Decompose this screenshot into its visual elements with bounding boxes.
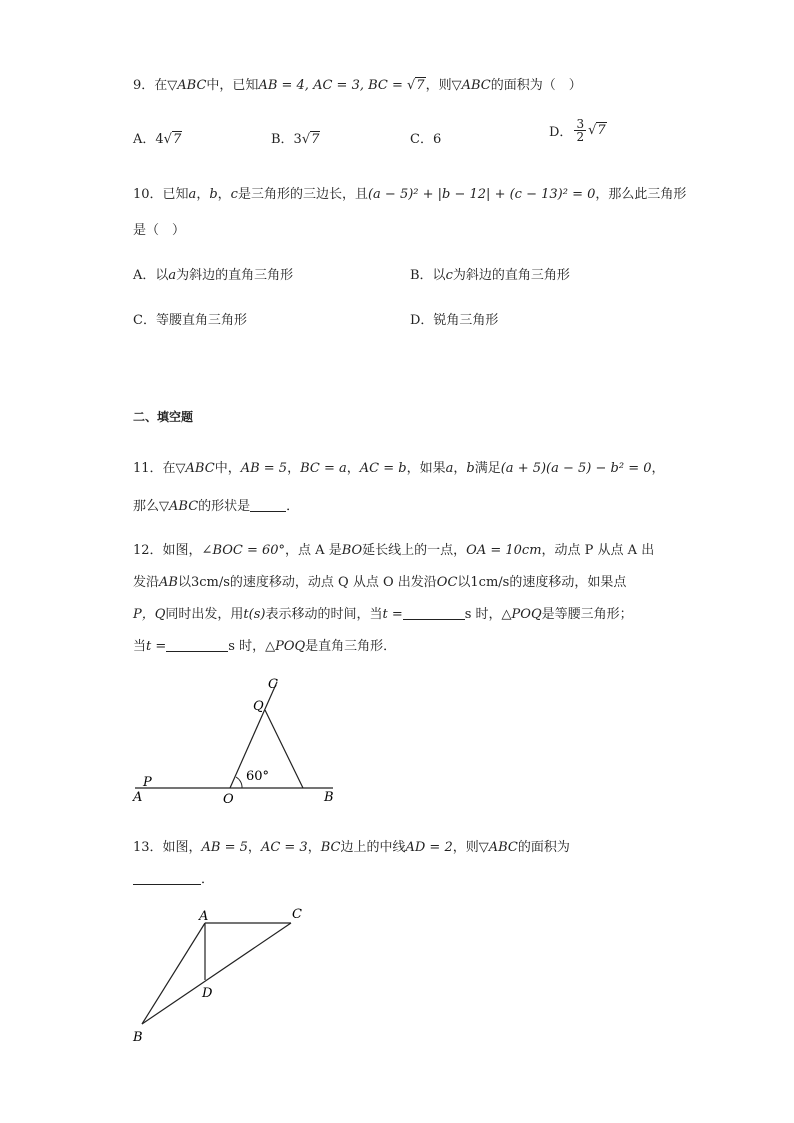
q9-conditions: AB = 4, AC = 3, BC = <box>258 78 407 93</box>
label-b: B <box>324 790 334 805</box>
answer-blank[interactable] <box>250 498 286 512</box>
angle-arc <box>236 777 242 788</box>
q11-equation: (a + 5)(a − 5) − b² = 0 <box>500 461 652 476</box>
q9-triangle: ▽ABC <box>167 78 207 93</box>
q10-option-c[interactable]: C．等腰直角三角形 <box>133 313 247 328</box>
q12-stem-line2: 发沿AB以3cm/s的速度移动，动点 Q 从点 O 出发沿OC以1cm/s的速度移动，如果点 <box>133 575 627 590</box>
section-title: 二、填空题 <box>133 410 194 424</box>
q12-stem-line4: 当t = s 时，△POQ是直角三角形． <box>133 639 397 654</box>
q9-option-d[interactable]: D． $\frac{3}{2}$ √7 <box>549 117 606 144</box>
q12-stem-line1: 12．如图，∠BOC = 60°，点 A 是BO延长线上的一点，OA = 10cm，动点 P 从点 A 出 <box>133 543 655 558</box>
fraction: $\frac{3}{2}$ <box>576 117 585 144</box>
q13-figure <box>125 900 315 1050</box>
q9-option-a[interactable]: A．4√7 <box>133 132 182 147</box>
q10-option-a[interactable]: A．以a为斜边的直角三角形 <box>133 268 294 283</box>
label-b: B <box>133 1030 143 1045</box>
label-o: O <box>223 792 234 807</box>
q11-stem-line1: 11．在▽ABC中，AB = 5，BC = a，AC = b，如果a，b满足(a + 5)(a − 5) − b² = 0， <box>133 461 665 476</box>
sqrt-icon: √ <box>407 78 416 93</box>
q10-stem-line1: 10．已知a，b，c是三角形的三边长，且(a − 5)² + |b − 12| + (c − 13)² = 0，那么此三角形 <box>133 187 687 202</box>
label-angle: 60° <box>246 769 270 784</box>
q12-stem-line3: P，Q同时出发，用t(s)表示移动的时间，当t = s 时，△POQ是等腰三角形； <box>133 607 633 622</box>
answer-blank-isosceles[interactable] <box>403 606 465 620</box>
segment-qb <box>265 710 303 788</box>
label-q: Q <box>253 699 264 714</box>
segment-bc <box>142 923 291 1024</box>
label-a: A <box>199 909 209 924</box>
q10-equation: (a − 5)² + |b − 12| + (c − 13)² = 0 <box>367 187 596 202</box>
label-p: P <box>143 775 152 790</box>
q11-stem-line2: 那么▽ABC的形状是 ． <box>133 499 300 514</box>
label-c: C <box>268 677 278 692</box>
label-c: C <box>292 907 302 922</box>
q10-option-b[interactable]: B．以c为斜边的直角三角形 <box>410 268 570 283</box>
q10-option-d[interactable]: D．锐角三角形 <box>410 313 499 328</box>
segment-ab <box>142 923 205 1024</box>
q9-option-c[interactable]: C．6 <box>410 132 442 147</box>
answer-blank[interactable] <box>133 871 201 885</box>
answer-blank-right[interactable] <box>166 638 228 652</box>
label-d: D <box>202 986 213 1001</box>
sqrt-icon: √ <box>163 132 172 147</box>
sqrt-icon: √ <box>301 132 311 147</box>
label-a: A <box>133 790 143 805</box>
q10-stem-line2: 是（ ） <box>133 223 186 238</box>
q13-stem-line2: ． <box>133 868 214 887</box>
q13-stem-line1: 13．如图，AB = 5，AC = 3，BC边上的中线AD = 2，则▽ABC的面积为 <box>133 840 570 855</box>
sqrt-icon: √ <box>588 123 597 138</box>
q12-figure <box>125 670 355 810</box>
q9-stem: 9．在▽ABC中，已知AB = 4, AC = 3, BC = √7，则▽ABC的面积为（ ） <box>133 78 582 93</box>
q9-option-b[interactable]: B．3√7 <box>271 132 320 147</box>
